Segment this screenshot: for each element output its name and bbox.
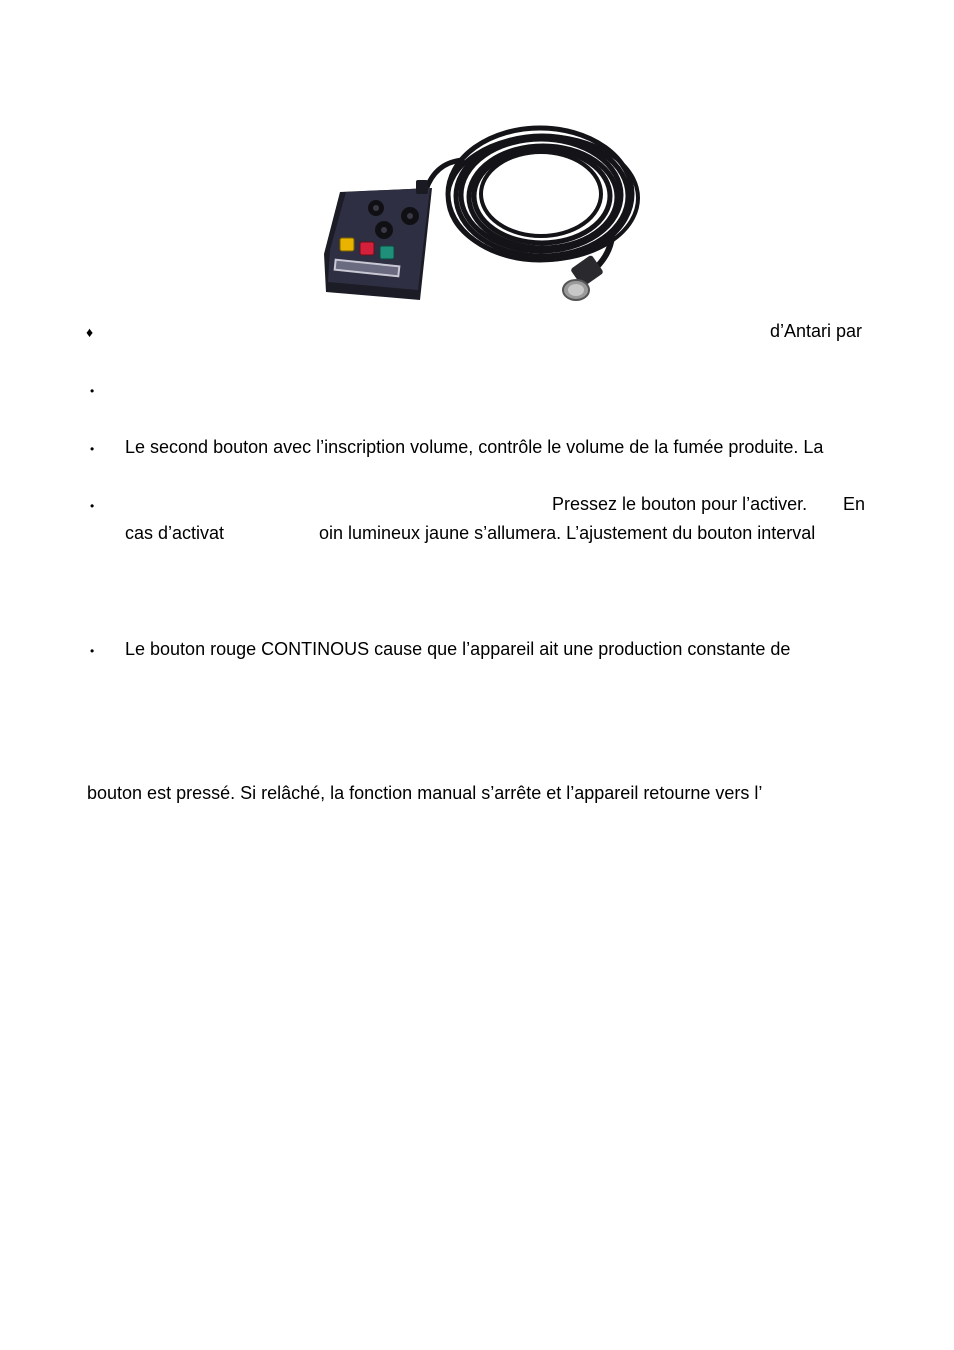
bullet-3-fragment-d: oin lumineux jaune s’allumera. L’ajustement du bouton interval [319,523,816,543]
bullet-1-marker: • [90,384,95,398]
bullet-4-marker: • [90,644,95,658]
remote-controller-image [312,122,642,312]
bullet-2-marker: • [90,442,95,456]
bullet-3-fragment-a: Pressez le bouton pour l’activer. [552,494,808,514]
bullet-2-text: Le second bouton avec l’inscription volume, contrôle le volume de la fumée produite. La [125,437,824,457]
bullet-3-fragment-b: En [843,494,866,514]
bullet-3-marker: • [90,499,95,513]
bullet-4-text: Le bouton rouge CONTINOUS cause que l’appareil ait une production constante de [125,639,791,659]
paragraph-end-text: bouton est pressé. Si relâché, la fonction manual s’arrête et l’appareil retourne vers l’ [87,783,763,803]
diamond-bullet-icon: ♦ [86,324,94,340]
intro-line-end: d’Antari par [770,321,863,341]
bullet-3-fragment-c: cas d’activat [125,523,225,543]
